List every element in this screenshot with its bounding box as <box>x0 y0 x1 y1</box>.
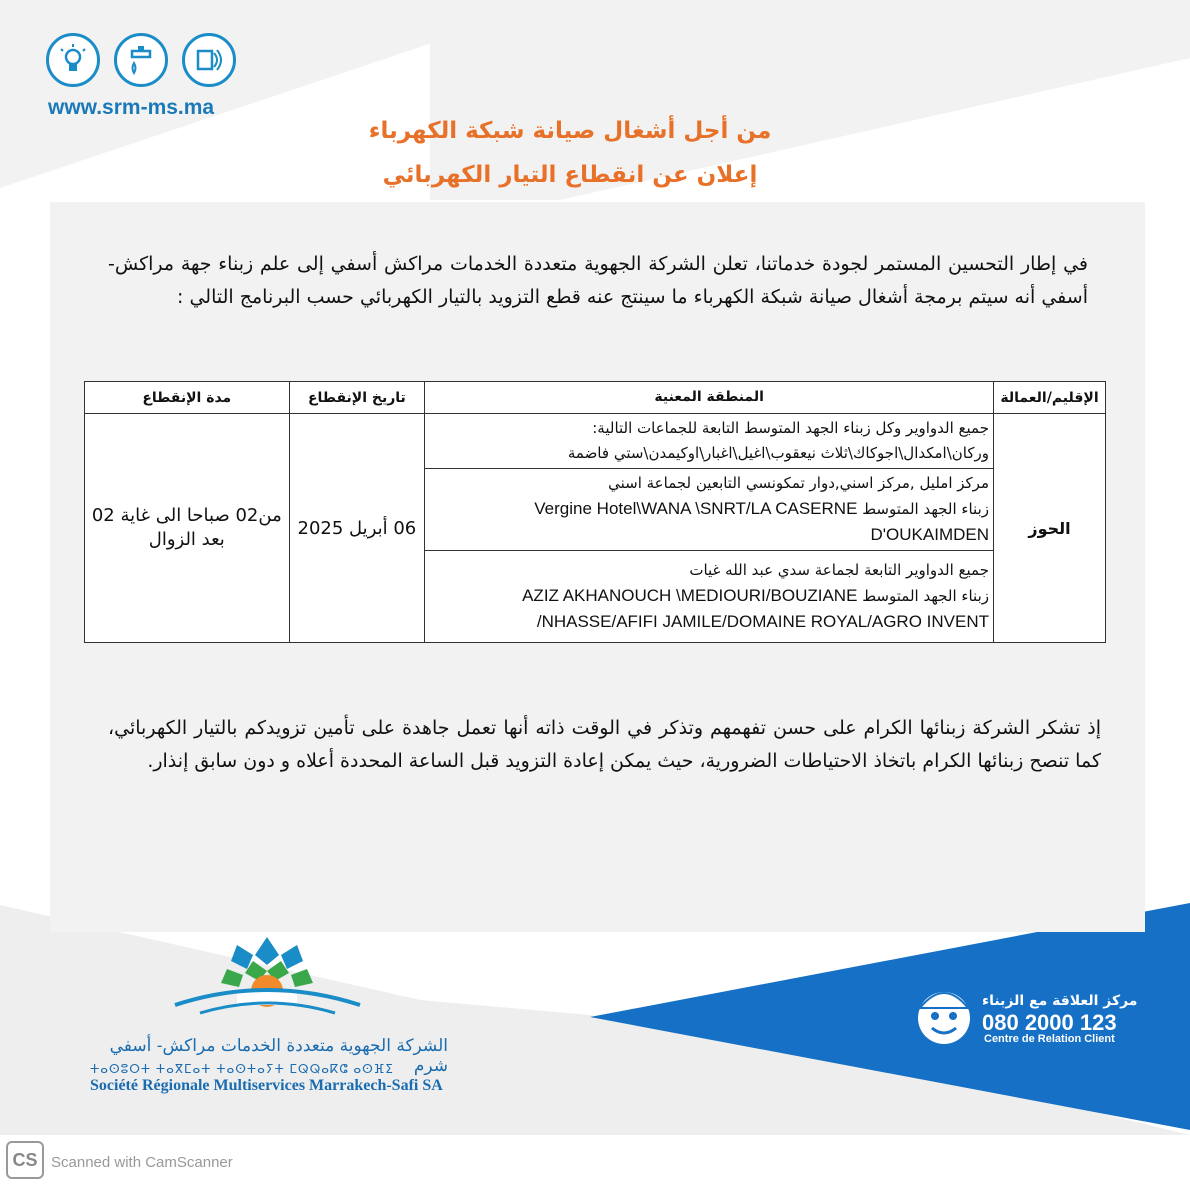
zone-2-line-2 <box>429 496 989 548</box>
zone-2-latin: Vergine Hotel\WANA \SNRT/LA CASERNE D'OUKAIMDEN <box>534 499 989 544</box>
province-cell: الحوز <box>994 414 1106 643</box>
outage-table <box>84 381 1106 643</box>
zone-cell-1 <box>425 414 994 469</box>
service-icons <box>46 33 236 87</box>
intro-paragraph: في إطار التحسين المستمر لجودة خدماتنا، تعلن الشركة الجهوية متعددة الخدمات مراكش أسفي إلى علم زبناء جهة مراكش- أسفي أنه سيتم برمجة أشغال صيانة شبكة الكهرباء ما سينتج عنه قطع التزويد بالتيار الكهربائي حسب البرنامج التالي : <box>108 253 1088 308</box>
zone-cell-2 <box>425 469 994 551</box>
customer-center-french: Centre de Relation Client <box>984 1033 1115 1045</box>
zone-1-line-2: وركان\امكدال\اجوكاك\ثلاث نيعقوب\اغيل\اغبار\اوكيمدن\ستي فاضمة <box>567 444 989 462</box>
header-duration: مدة الإنقطاع <box>85 382 290 414</box>
zone-3-label: زبناء الجهد المتوسط <box>862 587 989 605</box>
water-tap-icon <box>114 33 168 87</box>
website-url[interactable]: www.srm-ms.ma <box>48 96 215 119</box>
customer-center-phone[interactable]: 080 2000 123 <box>982 1010 1117 1035</box>
zone-1-line-1: جميع الدواوير وكل زبناء الجهد المتوسط التابعة للجماعات التالية: <box>592 419 989 437</box>
zone-3-line-2 <box>429 583 989 635</box>
customer-service-mascot-icon <box>912 978 976 1052</box>
zone-2-line-1: مركز امليل ,مركز اسني,دوار تمكونسي التابعين لجماعة اسني <box>608 474 989 492</box>
camscanner-badge-icon: CS <box>6 1141 44 1179</box>
zone-2-label: زبناء الجهد المتوسط <box>862 500 989 518</box>
zone-cell-3 <box>425 551 994 643</box>
company-name-french: Société Régionale Multiservices Marrakech-Safi SA <box>90 1077 443 1094</box>
phone-tap-icon <box>182 33 236 87</box>
duration-cell: من02 صباحا الى غاية 02 بعد الزوال <box>85 414 290 643</box>
customer-center-arabic: مركز العلاقة مع الزبناء <box>982 993 1138 1009</box>
table-row <box>85 414 1106 469</box>
header-province: الإقليم/العمالة <box>994 382 1106 414</box>
closing-paragraph: إذ تشكر الشركة زبنائها الكرام على حسن تفهمهم وتذكر في الوقت ذاته أنها تعمل جاهدة على تأمين تزويدكم بالتيار الكهربائي، كما تنصح زبنائها الكرام باتخاذ الاحتياطات الضرورية، حيث يمكن إعادة التزويد قبل الساعة المحددة أعلاه و دون سابق إنذار. <box>108 717 1101 772</box>
camscanner-text: Scanned with CamScanner <box>51 1154 233 1171</box>
table-header-row <box>85 382 1106 414</box>
lightbulb-icon <box>46 33 100 87</box>
title-line-2: إعلان عن انقطاع التيار الكهربائي <box>382 162 758 188</box>
header-date: تاريخ الإنقطاع <box>289 382 425 414</box>
zone-3-latin: AZIZ AKHANOUCH \MEDIOURI/BOUZIANE /NHASSE/AFIFI JAMILE/DOMAINE ROYAL/AGRO INVENT <box>522 586 989 631</box>
title-line-1: من أجل أشغال صيانة شبكة الكهرباء <box>368 118 772 144</box>
company-name-tifinagh: ⵜⴰⵙⵓⵔⵜ ⵜⴰⴳⵎⴰⵜ ⵜⴰⵙⵜⴰⵢⵜ ⵎⵕⵕⴰⴽⵛ ⴰⵙⴼⵉ <box>90 1062 394 1076</box>
header-zone: المنطقة المعنية <box>425 382 994 414</box>
zone-3-line-1: جميع الدواوير التابعة لجماعة سدي عبد الله غيات <box>689 561 989 579</box>
date-cell: 06 أبريل 2025 <box>289 414 425 643</box>
company-logo-icon <box>170 935 365 1027</box>
company-name-arabic: الشركة الجهوية متعددة الخدمات مراكش- أسفي شرم <box>109 1036 448 1076</box>
